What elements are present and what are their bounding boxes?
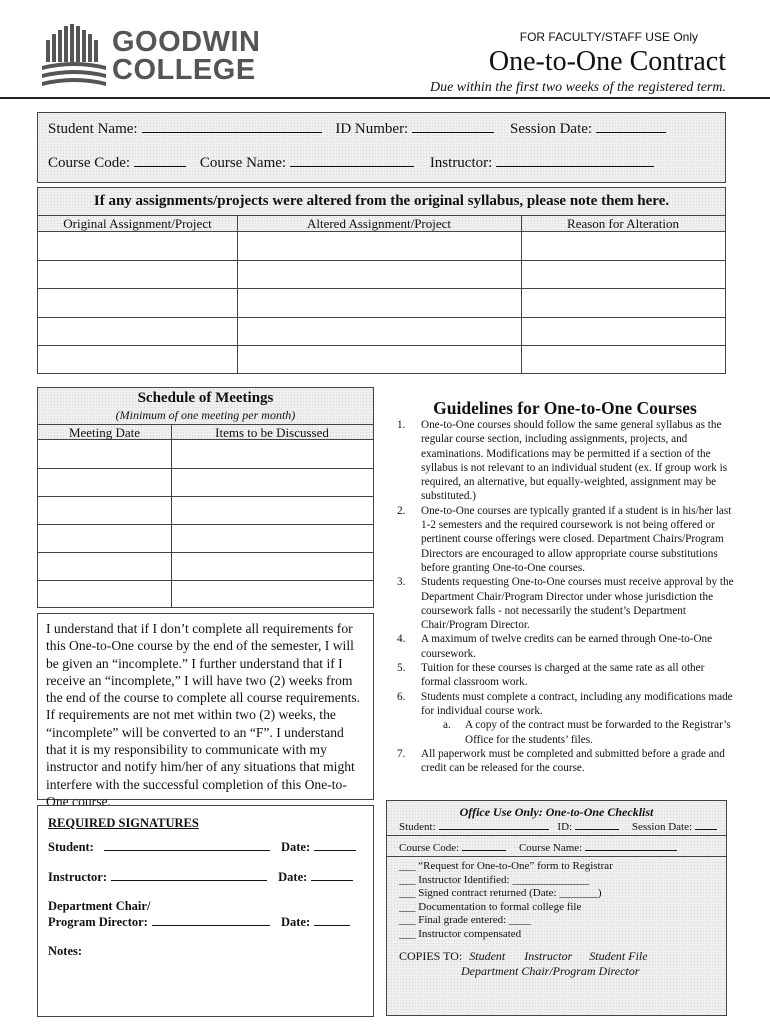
instructor-field[interactable] (496, 154, 654, 167)
office-use-box (386, 800, 727, 1016)
due-note: Due within the first two weeks of the registered term. (429, 80, 726, 95)
office-divider (387, 856, 726, 857)
schedule-title: Schedule of Meetings (137, 390, 274, 406)
checklist-item[interactable]: ___ Documentation to formal college file (399, 901, 582, 913)
session-date-field[interactable] (596, 120, 666, 133)
student-name-field[interactable] (142, 120, 322, 133)
id-number-field[interactable] (412, 120, 494, 133)
schedule-subtitle: (Minimum of one meeting per month) (115, 408, 296, 422)
column-original: Original Assignment/Project (63, 216, 212, 231)
course-code-field[interactable] (134, 154, 186, 167)
guideline-item: 4. A maximum of twelve credits can be earned through One-to-One coursework. (397, 633, 713, 660)
checklist-item[interactable]: ___ Final grade entered: ____ (399, 914, 531, 926)
instructor-date-field[interactable] (311, 870, 353, 881)
header-divider (0, 97, 770, 99)
understanding-statement: I understand that if I don’t complete all requirements for this One-to-One course by the end of the semester, I will be given an “incomplete.” I further understand that if I receive an “incomplete,” I will have two (2) weeks from the end of the course to complete all course requirements. If requirements are not met within two (2) weeks, the “incomplete” will be converted to an “F”. I understand that it is my responsibility to communicate with my instructor and notify him/her of any situations that might interfere with the successful completion of this One-to-One course. (37, 613, 374, 800)
program-director-date-field[interactable] (314, 915, 350, 926)
signatures-box (37, 805, 374, 1017)
guidelines-list (395, 418, 735, 775)
schedule-column-headers (38, 424, 373, 440)
alterations-table (37, 187, 726, 374)
copy-department-chair: Department Chair/Program Director (461, 964, 640, 978)
program-director-label: Program Director: (48, 915, 148, 929)
session-date-label: Session Date: (509, 121, 593, 137)
dept-chair-label: Department Chair/ (48, 899, 151, 913)
instructor-date-label: Date: (278, 870, 308, 884)
table-row-divider (38, 468, 373, 469)
column-reason: Reason for Alteration (567, 216, 679, 231)
course-code-label: Course Code: (48, 155, 131, 171)
student-date-field[interactable] (314, 840, 356, 851)
logo-line-1: GOODWIN (112, 26, 261, 58)
office-student-label: Student: (399, 821, 436, 833)
guideline-item: 5. Tuition for these courses is charged at the same rate as all other formal classroom work. (397, 662, 705, 689)
table-row-divider (38, 288, 725, 289)
copy-instructor: Instructor (524, 949, 573, 963)
staff-use-label: FOR FACULTY/STAFF USE Only (519, 30, 698, 44)
guidelines-title: Guidelines for One-to-One Courses (433, 398, 697, 418)
schedule-table (37, 387, 374, 608)
instructor-signature-field[interactable] (111, 870, 267, 881)
copy-student: Student (469, 949, 506, 963)
guideline-item: 7. All paperwork must be completed and submitted before a grade and credit can be released for the course. (397, 747, 725, 775)
college-logo-text (112, 28, 261, 84)
id-number-label: ID Number: (335, 121, 409, 137)
course-name-field[interactable] (290, 154, 414, 167)
office-course-name-field[interactable] (585, 841, 677, 851)
notes-label: Notes: (48, 944, 83, 958)
office-session-date-field[interactable] (695, 820, 717, 830)
alterations-heading: If any assignments/projects were altered from the original syllabus, please note them here. (38, 188, 725, 215)
table-row-divider (38, 552, 373, 553)
office-course-name-label: Course Name: (518, 842, 583, 854)
table-row-divider (38, 524, 373, 525)
office-course-code-label: Course Code: (399, 842, 460, 854)
page-title: One-to-One Contract (488, 46, 726, 77)
checklist-item[interactable]: ___ Signed contract returned (Date: _______) (399, 887, 602, 899)
office-student-field[interactable] (439, 820, 549, 830)
table-column-divider (237, 215, 238, 373)
alterations-column-headers (38, 215, 725, 232)
office-use-title: Office Use Only: One-to-One Checklist (459, 805, 654, 819)
schedule-header (38, 388, 373, 424)
table-row-divider (38, 496, 373, 497)
student-signature-field[interactable] (104, 840, 270, 851)
office-course-code-field[interactable] (462, 841, 506, 851)
student-date-label: Date: (280, 840, 311, 854)
college-logo-icon (40, 22, 108, 90)
copy-student-file: Student File (589, 949, 648, 963)
guideline-item: 1. One-to-One courses should follow the same general syllabus as the regular course section, including assignments, projects, and examinations. Modifications may be permitted if a section of the syllabus is not relevant to an individual student (ex. If group work is required, an alternative, but equally-weighted, assignment may be substituted.) (397, 419, 728, 503)
office-id-label: ID: (557, 821, 573, 833)
table-row-divider (38, 580, 373, 581)
table-row-divider (38, 260, 725, 261)
student-name-label: Student Name: (48, 121, 138, 137)
table-row-divider (38, 317, 725, 318)
checklist-item[interactable]: ___ Instructor Identified: ______________ (399, 874, 590, 886)
column-items: Items to be Discussed (215, 425, 329, 440)
guideline-item: 2. One-to-One courses are typically granted if a student is in his/her last 1-2 semesters and the required coursework is not being offered or pertinent course offerings were closed. Department Chairs/Program Directors are encouraged to allow appropriate course substitutions before granting One-to-One courses. (397, 504, 732, 574)
instructor-signature-label: Instructor: (48, 870, 108, 884)
column-altered: Altered Assignment/Project (306, 216, 452, 231)
course-name-label: Course Name: (199, 155, 287, 171)
student-signature-label: Student: (48, 840, 94, 854)
office-id-field[interactable] (575, 820, 619, 830)
logo-line-2: COLLEGE (112, 54, 256, 86)
program-director-date-label: Date: (280, 915, 311, 929)
table-row-divider (38, 345, 725, 346)
office-divider (387, 835, 726, 836)
copies-label: COPIES TO: (399, 949, 463, 963)
office-session-date-label: Session Date: (631, 821, 693, 833)
program-director-signature-field[interactable] (152, 915, 270, 926)
guideline-item: 6. Students must complete a contract, including any modifications made for individual course work. (397, 690, 733, 717)
guideline-subitem: a. A copy of the contract must be forwarded to the Registrar’s Office for the students’ files. (443, 719, 731, 746)
student-info-box (37, 112, 726, 183)
guideline-item: 3. Students requesting One-to-One courses must receive approval by the Department Chair/Program Director under whose jurisdiction the coursework falls - not necessarily the student’s Department Chair/Program Director. (397, 576, 734, 632)
checklist-item[interactable]: ___ Instructor compensated (399, 928, 522, 940)
column-meeting-date: Meeting Date (68, 425, 141, 440)
instructor-label: Instructor: (429, 155, 493, 171)
signatures-title: REQUIRED SIGNATURES (48, 816, 199, 830)
checklist-item[interactable]: ___ “Request for One-to-One” form to Registrar (399, 860, 613, 872)
table-column-divider (521, 215, 522, 373)
